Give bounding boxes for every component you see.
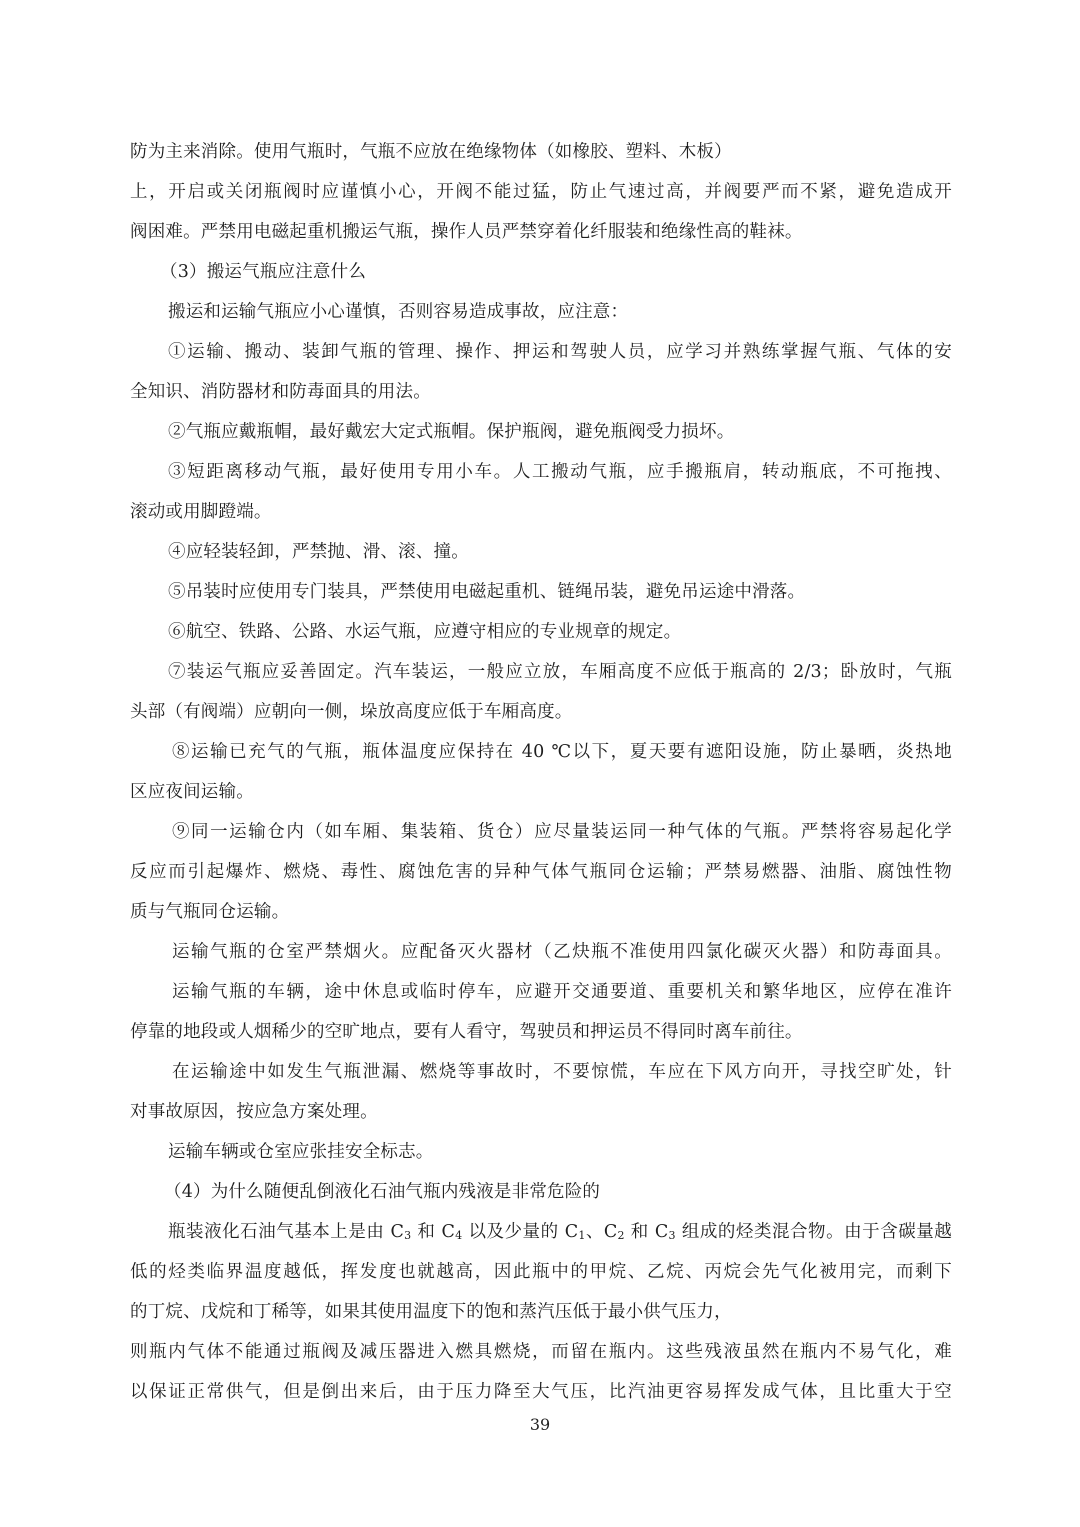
list-item: ③短距离移动气瓶，最好使用专用小车。人工搬动气瓶，应手搬瓶肩，转动瓶底，不可拖拽、 — [168, 462, 952, 482]
text-line: 防为主来消除。使用气瓶时，气瓶不应放在绝缘物体（如橡胶、塑料、木板） — [130, 142, 732, 162]
formula-line — [168, 1220, 952, 1248]
text-line: 上，开启或关闭瓶阀时应谨慎小心，开阀不能过猛，防止气速过高，并阀要严而不紧，避免造成开 — [130, 182, 952, 202]
text-line: 全知识、消防器材和防毒面具的用法。 — [130, 382, 431, 402]
formula-text: 和 C — [411, 1222, 456, 1242]
text-line: 运输车辆或仓室应张挂安全标志。 — [168, 1142, 434, 1162]
text-line: 低的烃类临界温度越低，挥发度也就越高，因此瓶中的甲烷、乙烷、丙烷会先气化被用完，而剩下 — [130, 1262, 952, 1282]
text-line: 运输气瓶的车辆，途中休息或临时停车，应避开交通要道、重要机关和繁华地区，应停在准许 — [172, 982, 952, 1002]
formula-text: 和 C — [624, 1222, 669, 1242]
subscript: 2 — [617, 1229, 625, 1242]
text-line: 以保证正常供气，但是倒出来后，由于压力降至大气压，比汽油更容易挥发成气体，且比重大于空 — [130, 1382, 952, 1402]
text-line: 则瓶内气体不能通过瓶阀及减压器进入燃具燃烧，而留在瓶内。这些残液虽然在瓶内不易气化，难 — [130, 1342, 952, 1362]
list-item: ⑧运输已充气的气瓶，瓶体温度应保持在 40 ℃以下，夏天要有遮阳设施，防止暴晒，炎热地 — [172, 742, 952, 762]
formula-text: 组成的烃类混合物。由于含碳量越 — [675, 1222, 952, 1242]
text-line: 反应而引起爆炸、燃烧、毒性、腐蚀危害的异种气体气瓶同仓运输；严禁易燃器、油脂、腐蚀性物 — [130, 862, 952, 882]
text-line: 搬运和运输气瓶应小心谨慎，否则容易造成事故，应注意： — [168, 302, 629, 322]
section-heading: （4）为什么随便乱倒液化石油气瓶内残液是非常危险的 — [164, 1182, 601, 1202]
page-number: 39 — [529, 1415, 551, 1434]
text-line: 质与气瓶同仓运输。 — [130, 902, 290, 922]
list-item: ⑥航空、铁路、公路、水运气瓶，应遵守相应的专业规章的规定。 — [168, 622, 682, 642]
list-item: ⑦装运气瓶应妥善固定。汽车装运，一般应立放，车厢高度不应低于瓶高的 2/3；卧放时，气瓶 — [168, 662, 952, 682]
subscript: 3 — [668, 1229, 676, 1242]
text-line: 滚动或用脚蹬端。 — [130, 502, 272, 522]
text-line: 停靠的地段或人烟稀少的空旷地点，要有人看守，驾驶员和押运员不得同时离车前往。 — [130, 1022, 803, 1042]
list-item: ④应轻装轻卸，严禁抛、滑、滚、撞。 — [168, 542, 469, 562]
text-line: 阀困难。严禁用电磁起重机搬运气瓶，操作人员严禁穿着化纤服装和绝缘性高的鞋袜。 — [130, 222, 803, 242]
formula-text: 、C — [585, 1222, 618, 1242]
subscript: 1 — [578, 1229, 586, 1242]
text-line: 运输气瓶的仓室严禁烟火。应配备灭火器材（乙炔瓶不准使用四氯化碳灭火器）和防毒面具。 — [172, 942, 952, 962]
list-item: ①运输、搬动、装卸气瓶的管理、操作、押运和驾驶人员，应学习并熟练掌握气瓶、气体的安 — [168, 342, 952, 362]
section-heading: （3）搬运气瓶应注意什么 — [160, 262, 367, 282]
text-line: 在运输途中如发生气瓶泄漏、燃烧等事故时，不要惊慌，车应在下风方向开，寻找空旷处，针 — [172, 1062, 952, 1082]
text-line: 对事故原因，按应急方案处理。 — [130, 1102, 378, 1122]
list-item: ⑨同一运输仓内（如车厢、集装箱、货仓）应尽量装运同一种气体的气瓶。严禁将容易起化学 — [172, 822, 952, 842]
subscript: 3 — [404, 1229, 412, 1242]
formula-text: 以及少量的 C — [462, 1222, 579, 1242]
list-item: ②气瓶应戴瓶帽，最好戴宏大定式瓶帽。保护瓶阀，避免瓶阀受力损坏。 — [168, 422, 735, 442]
text-line: 的丁烷、戊烷和丁稀等，如果其使用温度下的饱和蒸汽压低于最小供气压力， — [130, 1302, 732, 1322]
subscript: 4 — [455, 1229, 463, 1242]
text-line: 头部（有阀端）应朝向一侧，垛放高度应低于车厢高度。 — [130, 702, 573, 722]
list-item: ⑤吊装时应使用专门装具，严禁使用电磁起重机、链绳吊装，避免吊运途中滑落。 — [168, 582, 806, 602]
text-line: 区应夜间运输。 — [130, 782, 254, 802]
formula-text: 瓶装液化石油气基本上是由 C — [168, 1222, 405, 1242]
